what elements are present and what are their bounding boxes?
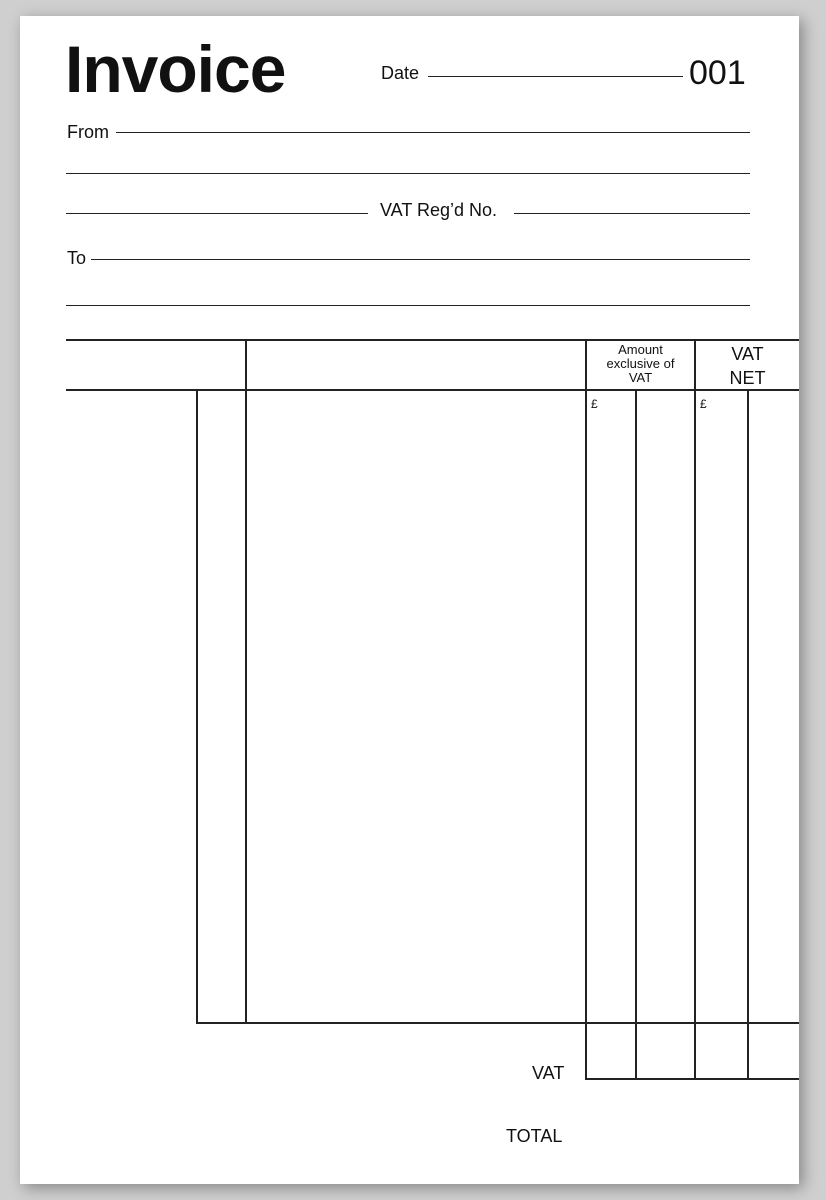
date-line <box>428 76 683 77</box>
amount-header <box>587 343 694 385</box>
amount-currency-symbol: £ <box>591 397 598 411</box>
vat-reg-line <box>514 213 750 214</box>
to-line-1 <box>91 259 750 260</box>
amount-header-line-3: VAT <box>628 370 653 385</box>
table-body-bottom <box>196 1022 799 1024</box>
to-label: To <box>67 248 87 268</box>
vat-header-line-2: NET <box>729 368 766 388</box>
amount-header-line-1: Amount <box>618 342 663 357</box>
table-header-bottom <box>66 389 799 391</box>
column-divider-description <box>245 339 247 1023</box>
table-top-border <box>66 339 799 341</box>
date-label: Date <box>381 63 420 83</box>
column-divider-vat-pence <box>747 390 749 1080</box>
from-line-3 <box>66 213 368 214</box>
vat-row-label: VAT <box>532 1063 565 1083</box>
vat-row-bottom <box>585 1078 799 1080</box>
column-divider-amount <box>585 339 587 1080</box>
invoice-number: 001 <box>689 54 746 92</box>
from-label: From <box>67 122 109 142</box>
vat-net-header <box>696 342 799 390</box>
amount-header-line-2: exclusive of <box>606 356 675 371</box>
from-line-2 <box>66 173 750 174</box>
column-divider-vat <box>694 339 696 1080</box>
vat-header-line-1: VAT <box>731 344 764 364</box>
invoice-title: Invoice <box>65 32 286 106</box>
to-line-2 <box>66 305 750 306</box>
column-divider-quantity <box>196 390 198 1023</box>
invoice-form <box>20 16 799 1184</box>
vat-currency-symbol: £ <box>700 397 707 411</box>
from-line-1 <box>116 132 750 133</box>
total-row-label: TOTAL <box>506 1126 563 1146</box>
vat-reg-label: VAT Reg’d No. <box>380 200 498 220</box>
column-divider-amount-pence <box>635 390 637 1080</box>
